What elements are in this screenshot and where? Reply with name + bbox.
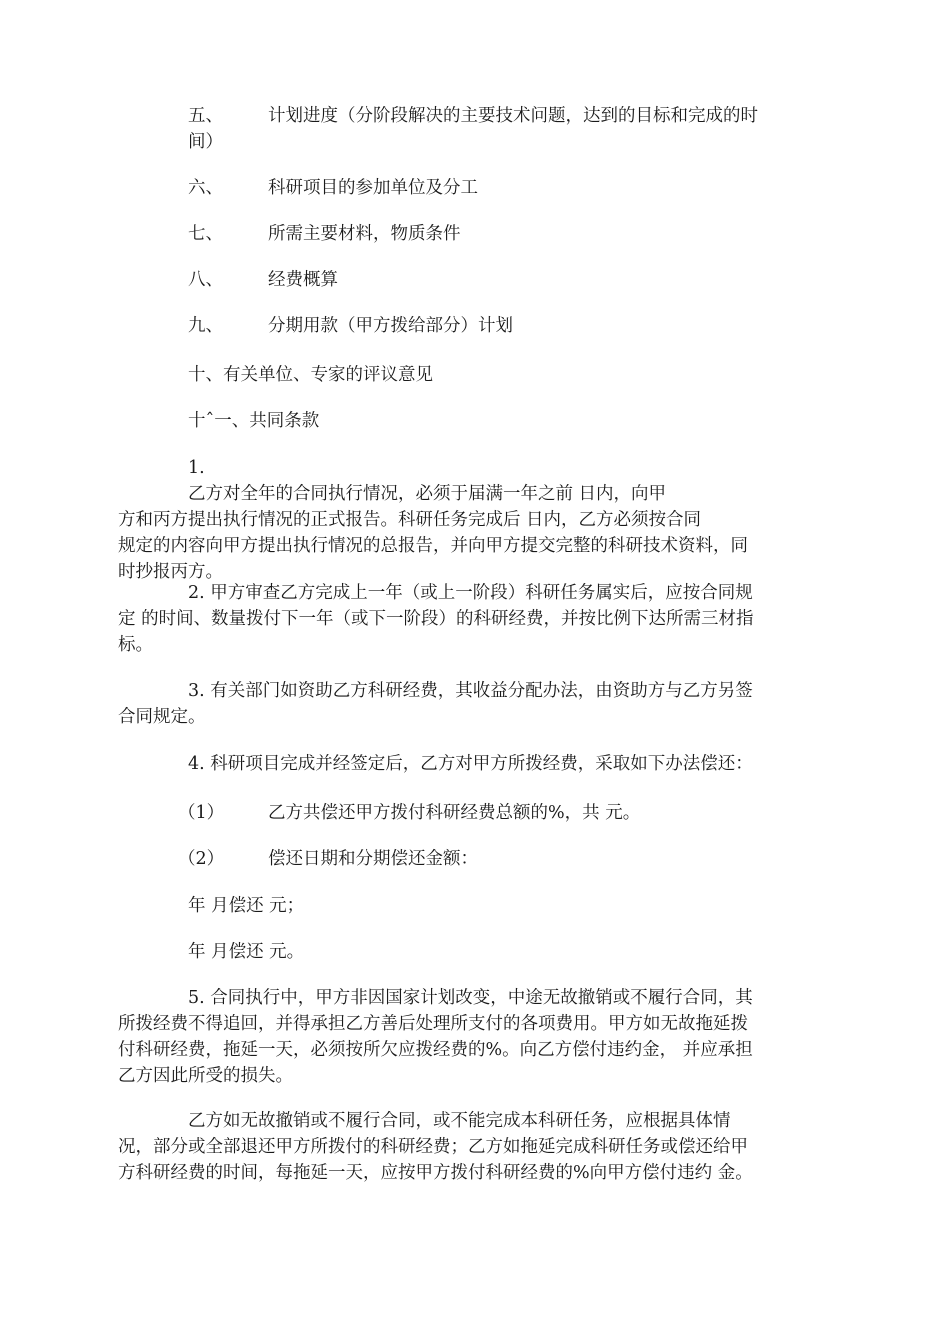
clause-line: 所拨经费不得追回，并得承担乙方善后处理所支付的各项费用。甲方如无故拖延拨 [118,1014,748,1034]
item-number: 七、 [188,224,223,244]
item-number: 五、 [188,106,223,126]
clause-line: 乙方如无故撤销或不履行合同，或不能完成本科研任务，应根据具体情 [188,1111,731,1131]
item-text-continuation: 间） [188,132,223,152]
payment-line-1: 年 月偿还 元； [188,896,305,916]
clause-line: 合同规定。 [118,707,206,727]
sub-number: （2） [178,849,225,869]
clause-6 [118,1108,852,1186]
clause-2 [118,580,852,658]
clause-line: 规定的内容向甲方提出执行情况的总报告，并向甲方提交完整的科研技术资料，同 [118,536,748,556]
clause-line: 付科研经费，拖延一天，必须按所欠应拨经费的%。向乙方偿付违约金， 并应承担 [118,1040,753,1060]
clause-4: 4. 科研项目完成并经签定后，乙方对甲方所拨经费，采取如下办法偿还： [188,754,753,774]
clause-1 [118,455,852,585]
item-number: 九、 [188,316,223,336]
sub-item-1 [178,800,842,826]
clause-line: 况，部分或全部退还甲方所拨付的科研经费；乙方如拖延完成科研任务或偿还给甲 [118,1137,748,1157]
list-item-ten: 十、有关单位、专家的评议意见 [188,365,433,385]
clause-line: 2. 甲方审查乙方完成上一年（或上一阶段）科研任务属实后，应按合同规 [188,583,753,603]
payment-line-2: 年 月偿还 元。 [188,942,305,962]
item-text: 计划进度（分阶段解决的主要技术问题，达到的目标和完成的时 [268,106,758,126]
clause-line: 定 的时间、数量拨付下一年（或下一阶段）的科研经费，并按比例下达所需三材指 [118,609,754,629]
list-item-six [188,175,852,201]
clause-line: 方和丙方提出执行情况的正式报告。科研任务完成后 日内，乙方必须按合同 [118,510,702,530]
clause-line: 乙方因此所受的损失。 [118,1066,293,1086]
item-text: 科研项目的参加单位及分工 [268,178,478,198]
list-item-eight [188,267,852,293]
clause-line: 时抄报丙方。 [118,562,223,582]
list-item-eleven: 十ˆ一、共同条款 [188,411,320,431]
sub-item-2 [178,846,842,872]
clause-number: 1. [188,458,205,478]
clause-line: 方科研经费的时间，每拖延一天，应按甲方拨付科研经费的%向甲方偿付违约 金。 [118,1163,753,1183]
sub-text: 乙方共偿还甲方拨付科研经费总额的%，共 元。 [268,803,641,823]
item-number: 六、 [188,178,223,198]
list-item-seven [188,221,852,247]
item-text: 分期用款（甲方拨给部分）计划 [268,316,513,336]
list-item-nine [188,313,852,339]
item-text: 经费概算 [268,270,338,290]
sub-text: 偿还日期和分期偿还金额： [268,849,478,869]
clause-line: 乙方对全年的合同执行情况，必须于届满一年之前 日内，向甲 [188,484,667,504]
item-text: 所需主要材料，物质条件 [268,224,461,244]
clause-line: 5. 合同执行中，甲方非因国家计划改变，中途无故撤销或不履行合同，其 [188,988,753,1008]
list-item-five [188,103,852,155]
item-number: 八、 [188,270,223,290]
clause-line: 3. 有关部门如资助乙方科研经费，其收益分配办法，由资助方与乙方另签 [188,681,753,701]
clause-line: 标。 [118,635,153,655]
clause-3 [118,678,852,730]
sub-number: （1） [178,803,225,823]
clause-5 [118,985,852,1089]
